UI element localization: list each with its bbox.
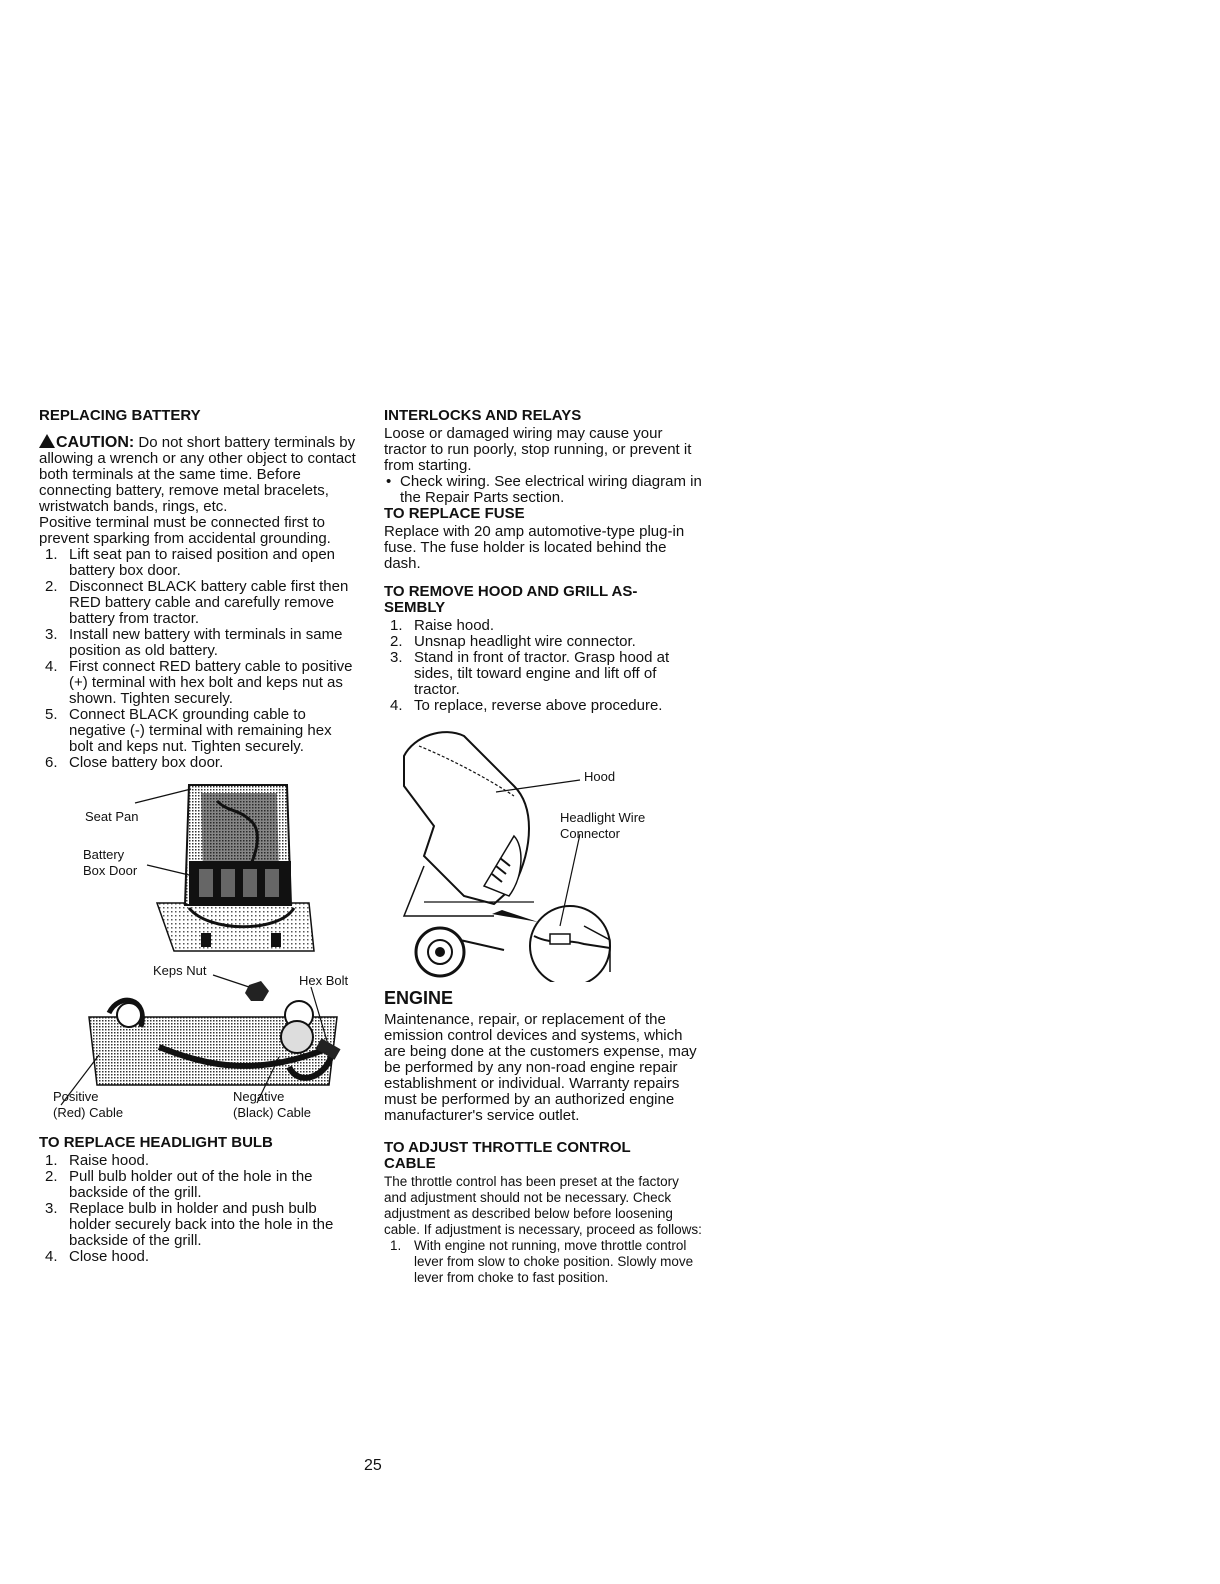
battery-box-figure bbox=[39, 783, 359, 953]
list-item: 1. Raise hood. bbox=[390, 617, 495, 634]
heading-replace-fuse: TO REPLACE FUSE bbox=[384, 505, 525, 522]
label-battery: Battery bbox=[83, 847, 125, 862]
list-item: 4. To replace, reverse above procedure. bbox=[390, 697, 663, 714]
list-item: 5. Connect BLACK grounding cable to negative (-) terminal with remaining hex bolt and keps nut. Tighten securely. bbox=[45, 706, 332, 755]
list-item: 4. First connect RED battery cable to positive (+) terminal with hex bolt and keps nut as shown. Tighten securely. bbox=[45, 658, 353, 707]
label-positive: Positive bbox=[53, 1089, 99, 1104]
heading-replacing-battery: REPLACING BATTERY bbox=[39, 407, 201, 424]
list-item: • Check wiring. See electrical wiring diagram in the Repair Parts section. bbox=[386, 473, 702, 506]
interlocks-text: Loose or damaged wiring may cause your tractor to run poorly, stop running, or prevent it from starting. bbox=[384, 425, 692, 474]
hood-figure bbox=[384, 726, 704, 982]
throttle-steps bbox=[384, 1238, 704, 1286]
list-item: 1. With engine not running, move throttle control lever from slow to choke position. Slowly move lever from choke to fast position. bbox=[390, 1238, 694, 1285]
list-item: 4. Close hood. bbox=[45, 1248, 150, 1265]
list-item: 2. Pull bulb holder out of the hole in the backside of the grill. bbox=[45, 1168, 313, 1201]
label-negative: Negative bbox=[233, 1089, 285, 1104]
list-item: 6. Close battery box door. bbox=[45, 754, 224, 771]
throttle-section bbox=[384, 1174, 704, 1286]
headlight-steps bbox=[39, 1153, 359, 1265]
heading-replace-headlight-bulb: TO REPLACE HEADLIGHT BULB bbox=[39, 1134, 273, 1151]
label-red-cable: (Red) Cable bbox=[53, 1105, 124, 1120]
heading-remove-hood-grill: TO REMOVE HOOD AND GRILL AS- SEMBLY bbox=[384, 583, 638, 616]
heading-adjust-throttle-cable: TO ADJUST THROTTLE CONTROL CABLE bbox=[384, 1139, 631, 1172]
list-item: 2. Unsnap headlight wire connector. bbox=[390, 633, 636, 650]
list-item: 1. Lift seat pan to raised position and open battery box door. bbox=[45, 546, 336, 579]
label-headlight-wire: Headlight Wire bbox=[560, 810, 646, 825]
label-keps-nut: Keps Nut bbox=[153, 963, 207, 978]
hood-steps bbox=[384, 618, 704, 714]
list-item: 1. Raise hood. bbox=[45, 1152, 150, 1169]
battery-terminals-figure bbox=[39, 957, 369, 1123]
battery-note: Positive terminal must be connected first to prevent sparking from accidental grounding. bbox=[39, 514, 331, 547]
caution-text: Do not short battery terminals by allowing a wrench or any other object to contact both terminals at the same time. Before connecting battery, remove metal bracelets, wristwatch bands, rings, etc. bbox=[39, 434, 356, 515]
label-hex-bolt: Hex Bolt bbox=[299, 973, 349, 988]
label-box-door: Box Door bbox=[83, 863, 138, 878]
caution-notice bbox=[39, 434, 359, 515]
throttle-text: The throttle control has been preset at the factory and adjustment should not be necessary. Check adjustment as described below before loosening cable. If adjustment is necessary, proceed as follows: bbox=[384, 1174, 702, 1237]
label-connector: Connector bbox=[560, 826, 620, 841]
list-item: 3. Install new battery with terminals in same position as old battery. bbox=[45, 626, 343, 659]
page-number: 25 bbox=[364, 1457, 382, 1474]
fuse-text: Replace with 20 amp automotive-type plug-in fuse. The fuse holder is located behind the dash. bbox=[384, 523, 685, 572]
left-column bbox=[39, 408, 359, 1265]
label-hood: Hood bbox=[584, 769, 616, 784]
warning-triangle-icon bbox=[39, 434, 55, 448]
list-item: 3. Stand in front of tractor. Grasp hood at sides, tilt toward engine and lift off of tractor. bbox=[390, 649, 670, 698]
list-item: 3. Replace bulb in holder and push bulb holder securely back into the hole in the backside of the grill. bbox=[45, 1200, 334, 1249]
right-column bbox=[384, 408, 704, 1286]
label-seat-pan: Seat Pan bbox=[85, 809, 139, 824]
list-item: 2. Disconnect BLACK battery cable first then RED battery cable and carefully remove battery from tractor. bbox=[45, 578, 349, 627]
caution-label: CAUTION: bbox=[56, 434, 135, 451]
heading-interlocks-relays: INTERLOCKS AND RELAYS bbox=[384, 407, 582, 424]
label-black-cable: (Black) Cable bbox=[233, 1105, 312, 1120]
hood-illustration bbox=[384, 726, 704, 982]
heading-engine: ENGINE bbox=[384, 988, 454, 1008]
battery-steps bbox=[39, 547, 359, 771]
engine-text: Maintenance, repair, or replacement of the emission control devices and systems, which are being done at the customers expense, may be performed by any non-road engine repair establishment or individual. Warranty repairs must be performed by an authorized engine manufacturer's service outlet. bbox=[384, 1011, 697, 1124]
bullet-icon: • bbox=[386, 473, 392, 490]
interlocks-bullets bbox=[384, 474, 704, 506]
